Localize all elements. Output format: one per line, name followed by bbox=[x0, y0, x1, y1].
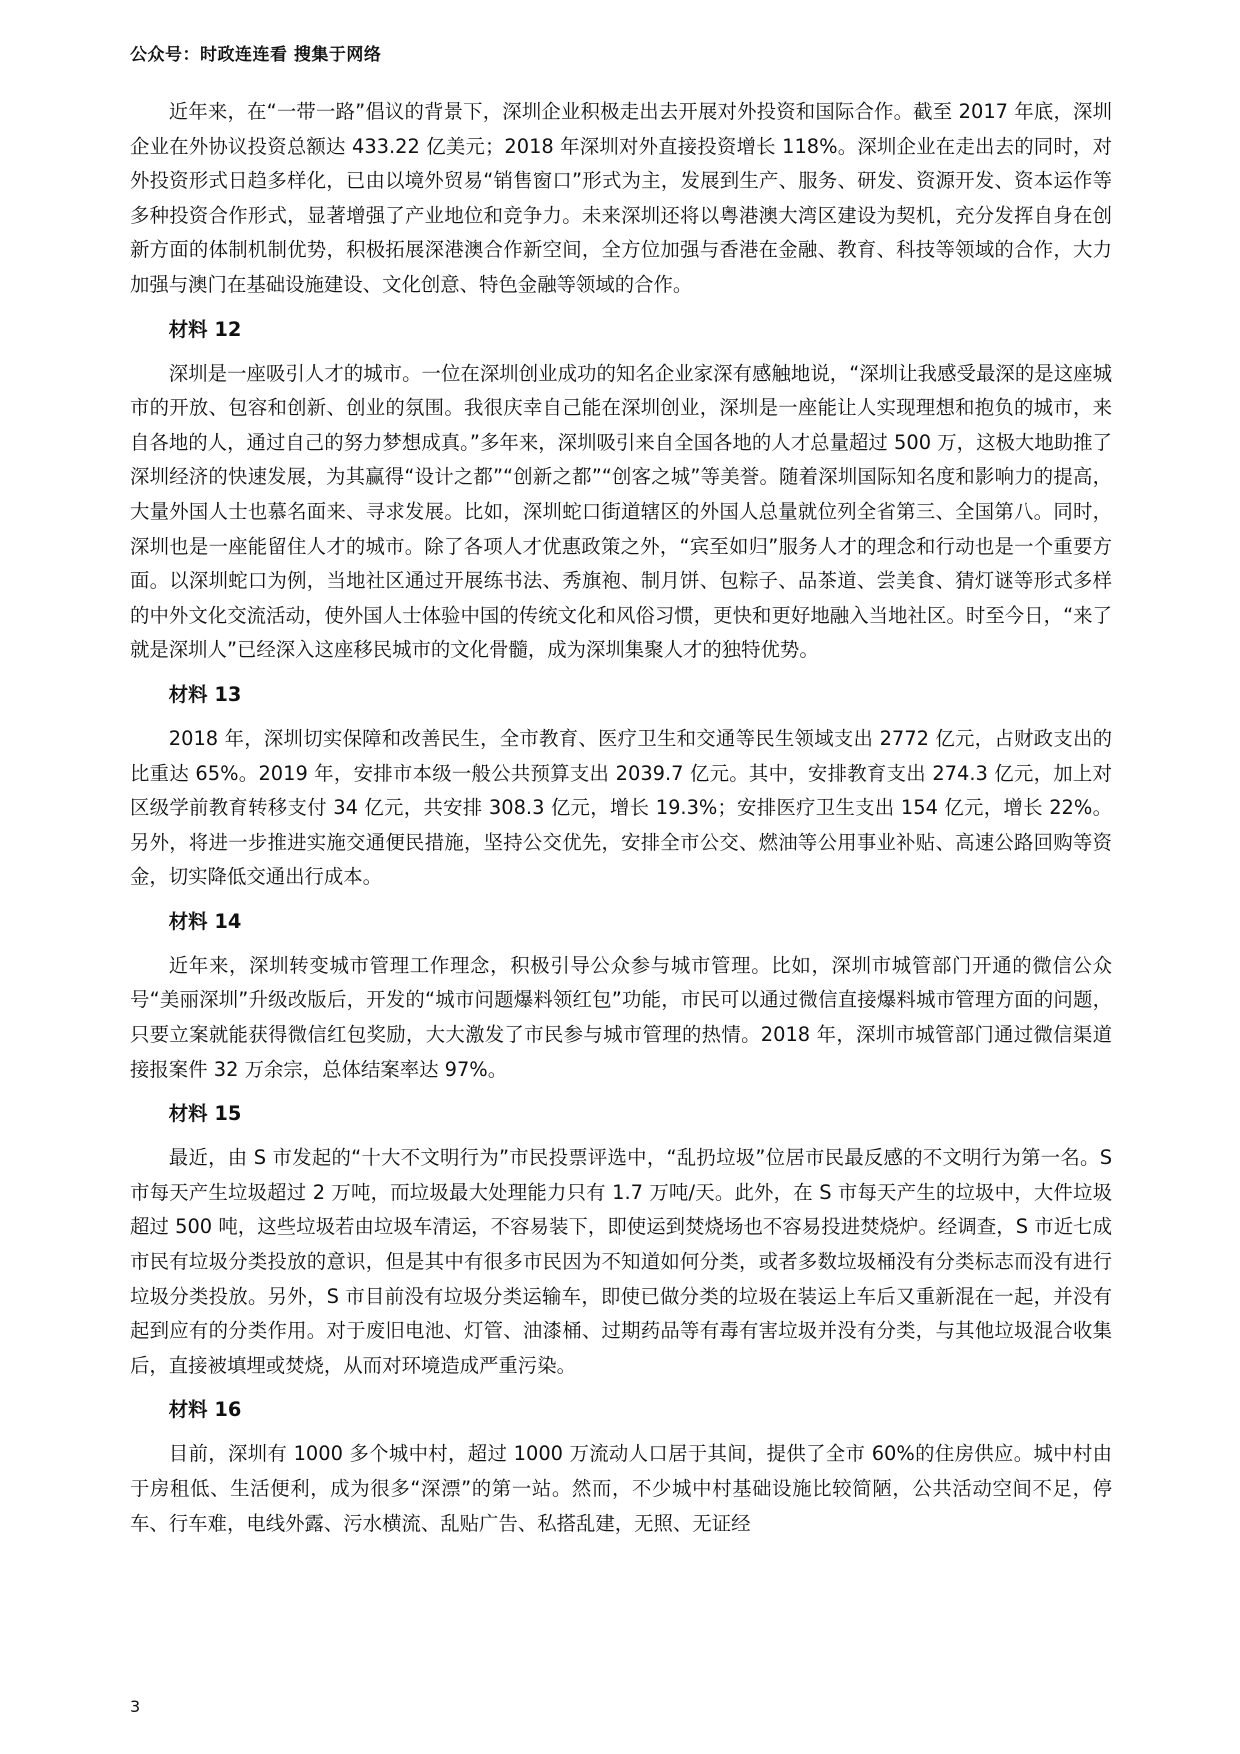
section-heading-material-14: 材料 14 bbox=[168, 909, 242, 933]
paragraph-material-14: 近年来，深圳转变城市管理工作理念，积极引导公众参与城市管理。比如，深圳市城管部门开通的微信公众号“美丽深圳”升级改版后，开发的“城市问题爆料领红包”功能，市民可以通过微信直接爆料城市管理方面的问题，只要立案就能获得微信红包奖励，大大激发了市民参与城市管理的热情。2018 年，深圳市城管部门通过微信渠道接报案件 32 万余宗，总体结案率达 97%。 bbox=[130, 953, 1112, 1081]
paragraph-material-16: 目前，深圳有 1000 多个城中村，超过 1000 万流动人口居于其间，提供了全市 60%的住房供应。城中村由于房租低、生活便利，成为很多“深漂”的第一站。然而，不少城中村基础设施比较简陋，公共活动空间不足，停车、行车难，电线外露、污水横流、乱贴广告、私搭乱建，无照、无证经 bbox=[130, 1442, 1112, 1535]
page-header: 公众号：时政连连看 搜集于网络 bbox=[130, 45, 382, 65]
paragraph-intro: 近年来，在“一带一路”倡议的背景下，深圳企业积极走出去开展对外投资和国际合作。截至 2017 年底，深圳企业在外协议投资总额达 433.22 亿美元；2018 年深圳对外直接投资增长 118%。深圳企业在走出去的同时，对外投资形式日趋多样化，已由以境外贸易“销售窗口”形式为主，发展到生产、服务、研发、资源开发、资本运作等多种投资合作形式，显著增强了产业地位和竞争力。未来深圳还将以粤港澳大湾区建设为契机，充分发挥自身在创新方面的体制机制优势，积极拓展深港澳合作新空间，全方位加强与香港在金融、教育、科技等领域的合作，大力加强与澳门在基础设施建设、文化创意、特色金融等领域的合作。 bbox=[130, 100, 1112, 296]
document-body bbox=[130, 95, 1112, 1551]
section-heading-material-16: 材料 16 bbox=[168, 1398, 242, 1422]
paragraph-material-13: 2018 年，深圳切实保障和改善民生，全市教育、医疗卫生和交通等民生领域支出 2772 亿元，占财政支出的比重达 65%。2019 年，安排市本级一般公共预算支出 2039.7 亿元。其中，安排教育支出 274.3 亿元，加上对区级学前教育转移支付 34 亿元，共安排 308.3 亿元，增长 19.3%；安排医疗卫生支出 154 亿元，增长 22%。另外，将进一步推进实施交通便民措施，坚持公交优先，安排全市公交、燃油等公用事业补贴、高速公路回购等资金，切实降低交通出行成本。 bbox=[130, 726, 1112, 889]
paragraph-material-15: 最近，由 S 市发起的“十大不文明行为”市民投票评选中，“乱扔垃圾”位居市民最反感的不文明行为第一名。S 市每天产生垃圾超过 2 万吨，而垃圾最大处理能力只有 1.7 万吨/天。此外，在 S 市每天产生的垃圾中，大件垃圾超过 500 吨，这些垃圾若由垃圾车清运，不容易装下，即使运到焚烧场也不容易投进焚烧炉。经调查，S 市近七成市民有垃圾分类投放的意识，但是其中有很多市民因为不知道如何分类，或者多数垃圾桶没有分类标志而没有进行垃圾分类投放。另外，S 市目前没有垃圾分类运输车，即使已做分类的垃圾在装运上车后又重新混在一起，并没有起到应有的分类作用。对于废旧电池、灯管、油漆桶、过期药品等有毒有害垃圾并没有分类，与其他垃圾混合收集后，直接被填埋或焚烧，从而对环境造成严重污染。 bbox=[130, 1146, 1112, 1377]
page-number: 3 bbox=[130, 1697, 141, 1716]
section-heading-material-13: 材料 13 bbox=[168, 682, 242, 706]
section-heading-material-12: 材料 12 bbox=[168, 317, 242, 341]
section-heading-material-15: 材料 15 bbox=[168, 1102, 242, 1126]
paragraph-material-12: 深圳是一座吸引人才的城市。一位在深圳创业成功的知名企业家深有感触地说，“深圳让我感受最深的是这座城市的开放、包容和创新、创业的氛围。我很庆幸自己能在深圳创业，深圳是一座能让人实现理想和抱负的城市，来自各地的人，通过自己的努力梦想成真。”多年来，深圳吸引来自全国各地的人才总量超过 500 万，这极大地助推了深圳经济的快速发展，为其赢得“设计之都”“创新之都”“创客之城”等美誉。随着深圳国际知名度和影响力的提高，大量外国人士也慕名面来、寻求发展。比如，深圳蛇口街道辖区的外国人总量就位列全省第三、全国第八。同时，深圳也是一座能留住人才的城市。除了各项人才优惠政策之外，“宾至如归”服务人才的理念和行动也是一个重要方面。以深圳蛇口为例，当地社区通过开展练书法、秀旗袍、制月饼、包粽子、品茶道、尝美食、猜灯谜等形式多样的中外文化交流活动，使外国人士体验中国的传统文化和风俗习惯，更快和更好地融入当地社区。时至今日，“来了就是深圳人”已经深入这座移民城市的文化骨髓，成为深圳集聚人才的独特优势。 bbox=[130, 361, 1112, 662]
